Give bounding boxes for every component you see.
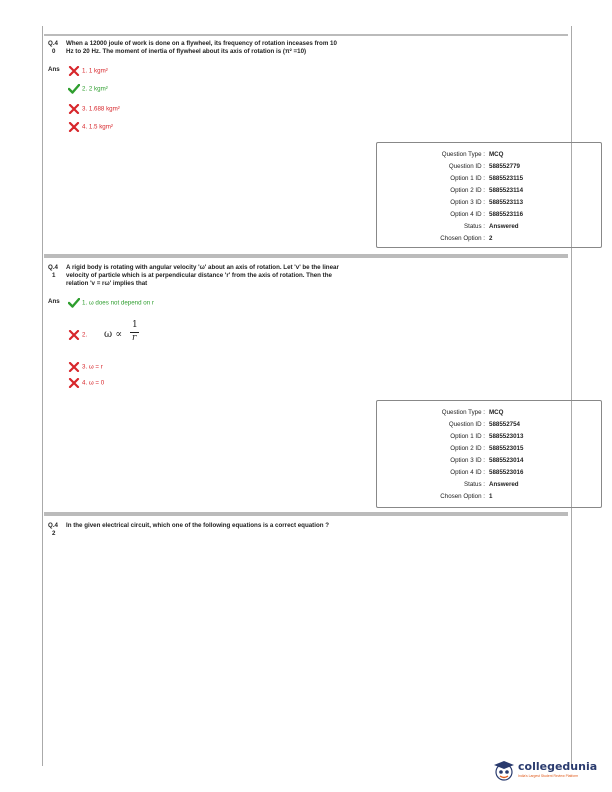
ans-label: Ans [48,298,60,305]
option-4: 4. ω = 0 [68,378,104,388]
option-2: 2. [68,330,87,340]
question-text: When a 12000 joule of work is done on a flywheel, its frequency of rotation inceases from 10 Hz to 20 Hz. The moment of inertia of flywheel about its axis of rotation is (π² =10) [66,40,337,55]
cross-icon [68,362,80,372]
cross-icon [68,330,80,340]
question-number: Q.4 2 [48,522,58,537]
cross-icon [68,122,80,132]
question-block-41 [44,256,568,514]
collegedunia-logo [492,758,604,784]
question-text: In the given electrical circuit, which one of the following equations is a correct equation ? [66,522,330,529]
question-block-40 [44,34,568,256]
question-text: A rigid body is rotating with angular velocity 'ω' about an axis of rotation. Let 'v' be the linear velocity of particle which is at perpendicular distance 'r' from the axis of rotation. Then the relation 'v = rω' implies that [66,264,339,287]
option-4: 4. 1.5 kgm² [68,122,113,132]
question-info-box: Question Type : MCQ Question ID : 588552779 Option 1 ID : 5885523115 Option 2 ID : 5885523114 Option 3 ID : 5885523113 Option 4 ID : 5885523116 Status : Answered Chosen Option : 2 [376,142,602,248]
ans-label: Ans [48,66,60,73]
check-icon [68,298,80,308]
option-1: 1. ω does not depend on r [68,298,154,308]
option-2: 2. 2 kgm² [68,84,108,94]
question-info-box: Question Type : MCQ Question ID : 588552754 Option 1 ID : 5885523013 Option 2 ID : 5885523015 Option 3 ID : 5885523014 Option 4 ID : 5885523016 Status : Answered Chosen Option : 1 [376,400,602,508]
cross-icon [68,378,80,388]
option-1: 1. 1 kgm² [68,66,108,76]
question-number: Q.4 0 [48,40,58,55]
option-3: 3. 1.688 kgm² [68,104,120,114]
option-3: 3. ω = r [68,362,103,372]
question-block-42 [44,514,568,754]
graduate-mascot-icon [492,758,516,782]
logo-wordmark: collegedunia [518,760,598,773]
logo-tagline: India's Largest Student Review Platform [518,774,579,778]
check-icon [68,84,80,94]
cross-icon [68,104,80,114]
cross-icon [68,66,80,76]
question-number: Q.4 1 [48,264,58,279]
option-2-formula: ω ∝ 1 r [104,320,138,343]
